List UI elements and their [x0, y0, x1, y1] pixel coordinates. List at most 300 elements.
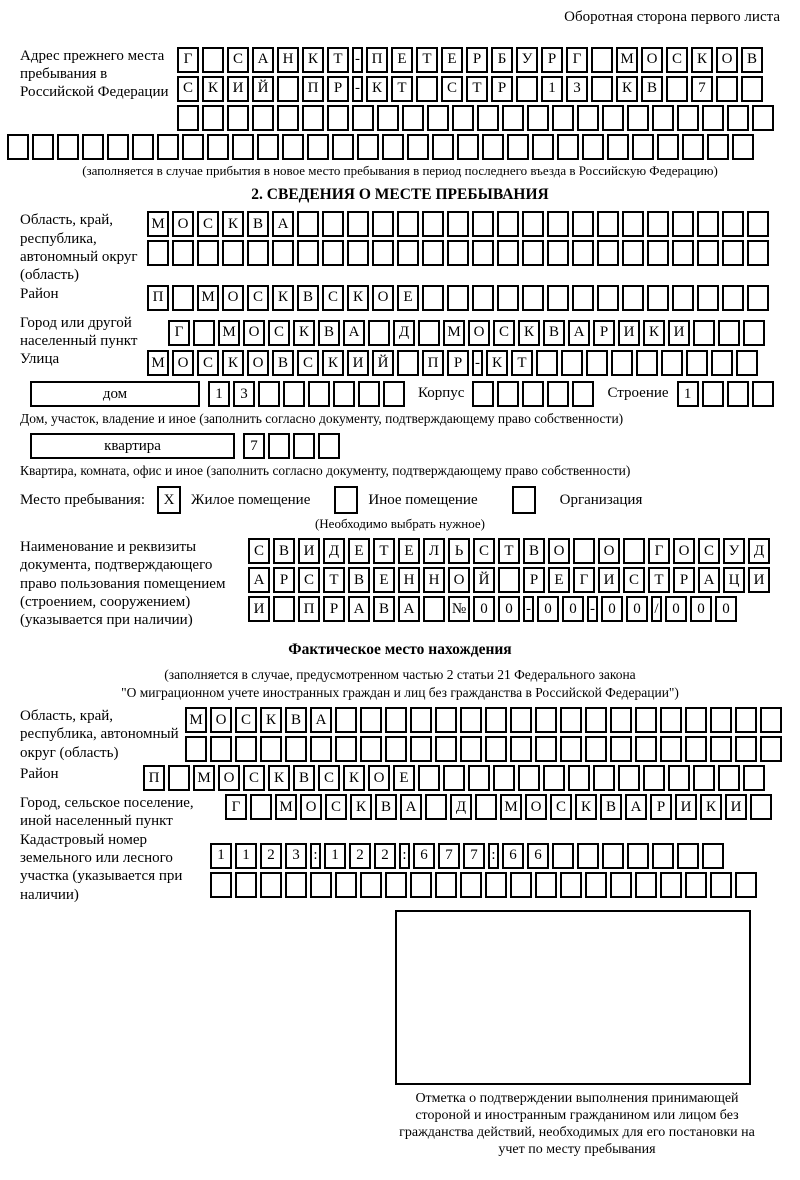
form-cell[interactable] [735, 872, 757, 898]
form-cell[interactable]: В [641, 76, 663, 102]
form-cell[interactable]: В [600, 794, 622, 820]
form-cell[interactable] [697, 240, 719, 266]
form-cell[interactable] [335, 872, 357, 898]
form-cell[interactable]: И [227, 76, 249, 102]
form-cell[interactable]: М [443, 320, 465, 346]
form-cell[interactable]: В [348, 567, 370, 593]
form-cell[interactable]: О [716, 47, 738, 73]
form-cell[interactable] [472, 285, 494, 311]
form-cell[interactable] [547, 285, 569, 311]
form-cell[interactable] [285, 736, 307, 762]
form-cell[interactable]: А [400, 794, 422, 820]
form-cell[interactable]: Г [168, 320, 190, 346]
form-cell[interactable] [677, 105, 699, 131]
form-cell[interactable]: 0 [715, 596, 737, 622]
form-cell[interactable]: Г [573, 567, 595, 593]
form-cell[interactable] [516, 76, 538, 102]
form-cell[interactable]: Т [648, 567, 670, 593]
form-cell[interactable] [602, 105, 624, 131]
form-cell[interactable]: Й [473, 567, 495, 593]
form-cell[interactable]: Д [748, 538, 770, 564]
form-cell[interactable]: С [243, 765, 265, 791]
form-cell[interactable]: О [243, 320, 265, 346]
form-cell[interactable]: М [193, 765, 215, 791]
form-cell[interactable] [535, 872, 557, 898]
form-cell[interactable]: 3 [566, 76, 588, 102]
form-cell[interactable] [760, 736, 782, 762]
form-cell[interactable] [547, 381, 569, 407]
form-cell[interactable] [277, 76, 299, 102]
form-cell[interactable]: К [322, 350, 344, 376]
form-cell[interactable]: С [297, 350, 319, 376]
form-cell[interactable]: К [202, 76, 224, 102]
form-cell[interactable]: Т [323, 567, 345, 593]
form-cell[interactable]: : [488, 843, 499, 869]
form-cell[interactable] [660, 872, 682, 898]
form-cell[interactable] [477, 105, 499, 131]
form-cell[interactable]: Р [466, 47, 488, 73]
form-cell[interactable] [718, 765, 740, 791]
form-cell[interactable] [307, 134, 329, 160]
form-cell[interactable] [560, 707, 582, 733]
form-cell[interactable]: Д [393, 320, 415, 346]
form-cell[interactable] [585, 872, 607, 898]
form-cell[interactable] [610, 872, 632, 898]
form-cell[interactable] [672, 285, 694, 311]
form-cell[interactable]: 2 [349, 843, 371, 869]
form-cell[interactable] [535, 707, 557, 733]
form-cell[interactable]: С [318, 765, 340, 791]
form-cell[interactable] [573, 538, 595, 564]
form-cell[interactable]: О [468, 320, 490, 346]
form-cell[interactable]: Д [323, 538, 345, 564]
form-cell[interactable]: Е [398, 538, 420, 564]
form-cell[interactable]: - [352, 47, 363, 73]
form-cell[interactable] [727, 105, 749, 131]
form-cell[interactable] [360, 872, 382, 898]
form-cell[interactable] [572, 285, 594, 311]
form-cell[interactable] [561, 350, 583, 376]
form-cell[interactable]: О [448, 567, 470, 593]
form-cell[interactable] [310, 736, 332, 762]
form-cell[interactable] [535, 736, 557, 762]
form-cell[interactable] [418, 320, 440, 346]
form-cell[interactable] [582, 134, 604, 160]
form-cell[interactable] [177, 105, 199, 131]
form-cell[interactable]: А [272, 211, 294, 237]
form-cell[interactable] [547, 240, 569, 266]
form-cell[interactable] [510, 707, 532, 733]
form-cell[interactable] [147, 240, 169, 266]
form-cell[interactable] [572, 211, 594, 237]
form-cell[interactable]: М [147, 211, 169, 237]
form-cell[interactable] [250, 794, 272, 820]
form-cell[interactable]: 0 [473, 596, 495, 622]
form-cell[interactable] [422, 211, 444, 237]
form-cell[interactable]: С [322, 285, 344, 311]
form-cell[interactable]: К [486, 350, 508, 376]
form-cell[interactable] [107, 134, 129, 160]
form-cell[interactable] [622, 240, 644, 266]
form-cell[interactable] [322, 211, 344, 237]
form-cell[interactable] [618, 765, 640, 791]
form-cell[interactable] [210, 736, 232, 762]
form-cell[interactable] [643, 765, 665, 791]
form-cell[interactable]: С [298, 567, 320, 593]
form-cell[interactable]: О [172, 350, 194, 376]
form-cell[interactable]: В [543, 320, 565, 346]
form-cell[interactable]: С [325, 794, 347, 820]
form-cell[interactable]: К [366, 76, 388, 102]
form-cell[interactable]: И [725, 794, 747, 820]
form-cell[interactable] [627, 843, 649, 869]
form-cell[interactable] [7, 134, 29, 160]
form-cell[interactable] [702, 843, 724, 869]
form-cell[interactable]: В [523, 538, 545, 564]
form-cell[interactable] [422, 240, 444, 266]
form-cell[interactable]: О [598, 538, 620, 564]
form-cell[interactable]: Л [423, 538, 445, 564]
form-cell[interactable] [735, 736, 757, 762]
form-cell[interactable] [235, 736, 257, 762]
form-cell[interactable]: Т [416, 47, 438, 73]
form-cell[interactable] [597, 285, 619, 311]
form-cell[interactable] [577, 105, 599, 131]
form-cell[interactable] [647, 211, 669, 237]
form-cell[interactable] [743, 765, 765, 791]
form-cell[interactable]: Ь [448, 538, 470, 564]
form-cell[interactable] [752, 381, 774, 407]
form-cell[interactable]: 1 [541, 76, 563, 102]
form-cell[interactable]: С [666, 47, 688, 73]
form-cell[interactable] [397, 240, 419, 266]
form-cell[interactable] [352, 105, 374, 131]
form-cell[interactable]: 6 [413, 843, 435, 869]
form-cell[interactable] [247, 240, 269, 266]
form-cell[interactable]: Ц [723, 567, 745, 593]
form-cell[interactable] [510, 872, 532, 898]
form-cell[interactable]: К [575, 794, 597, 820]
form-cell[interactable]: К [260, 707, 282, 733]
form-cell[interactable] [635, 736, 657, 762]
form-cell[interactable] [647, 285, 669, 311]
form-cell[interactable]: Т [327, 47, 349, 73]
form-cell[interactable]: О [218, 765, 240, 791]
form-cell[interactable] [347, 240, 369, 266]
form-cell[interactable] [693, 320, 715, 346]
form-cell[interactable]: : [399, 843, 410, 869]
form-cell[interactable] [260, 736, 282, 762]
form-cell[interactable]: И [298, 538, 320, 564]
form-cell[interactable]: И [675, 794, 697, 820]
form-cell[interactable] [372, 211, 394, 237]
form-cell[interactable] [560, 872, 582, 898]
form-cell[interactable] [668, 765, 690, 791]
form-cell[interactable]: Т [373, 538, 395, 564]
form-cell[interactable]: Р [323, 596, 345, 622]
form-cell[interactable] [568, 765, 590, 791]
form-cell[interactable]: С [248, 538, 270, 564]
form-cell[interactable]: С [550, 794, 572, 820]
form-cell[interactable] [532, 134, 554, 160]
checkbox-organization[interactable] [512, 486, 536, 514]
form-cell[interactable]: С [177, 76, 199, 102]
form-cell[interactable]: 2 [260, 843, 282, 869]
form-cell[interactable] [607, 134, 629, 160]
form-cell[interactable]: А [343, 320, 365, 346]
form-cell[interactable]: М [500, 794, 522, 820]
form-cell[interactable]: П [143, 765, 165, 791]
form-cell[interactable]: С [197, 211, 219, 237]
form-cell[interactable] [57, 134, 79, 160]
form-cell[interactable]: 1 [210, 843, 232, 869]
form-cell[interactable] [435, 872, 457, 898]
form-cell[interactable] [710, 736, 732, 762]
form-cell[interactable]: О [172, 211, 194, 237]
form-cell[interactable] [672, 211, 694, 237]
form-cell[interactable] [682, 134, 704, 160]
form-cell[interactable] [318, 433, 340, 459]
form-cell[interactable] [168, 765, 190, 791]
form-cell[interactable]: - [523, 596, 534, 622]
form-cell[interactable] [32, 134, 54, 160]
form-cell[interactable]: К [222, 350, 244, 376]
form-cell[interactable] [383, 381, 405, 407]
form-cell[interactable] [747, 240, 769, 266]
form-cell[interactable] [560, 736, 582, 762]
form-cell[interactable]: 0 [665, 596, 687, 622]
form-cell[interactable]: В [297, 285, 319, 311]
form-cell[interactable] [227, 105, 249, 131]
form-cell[interactable] [310, 872, 332, 898]
form-cell[interactable] [358, 381, 380, 407]
form-cell[interactable]: К [643, 320, 665, 346]
form-cell[interactable]: Н [398, 567, 420, 593]
form-cell[interactable]: Й [252, 76, 274, 102]
form-cell[interactable] [385, 872, 407, 898]
form-cell[interactable] [686, 350, 708, 376]
form-cell[interactable] [685, 736, 707, 762]
form-cell[interactable]: Г [225, 794, 247, 820]
form-cell[interactable]: Р [491, 76, 513, 102]
form-cell[interactable]: Р [650, 794, 672, 820]
form-cell[interactable]: 6 [527, 843, 549, 869]
form-cell[interactable] [661, 350, 683, 376]
form-cell[interactable] [185, 736, 207, 762]
form-cell[interactable] [597, 240, 619, 266]
form-cell[interactable]: О [368, 765, 390, 791]
form-cell[interactable]: А [248, 567, 270, 593]
form-cell[interactable]: 0 [626, 596, 648, 622]
form-cell[interactable]: М [147, 350, 169, 376]
form-cell[interactable] [518, 765, 540, 791]
form-cell[interactable] [593, 765, 615, 791]
form-cell[interactable]: Й [372, 350, 394, 376]
form-cell[interactable] [447, 285, 469, 311]
form-cell[interactable] [635, 872, 657, 898]
form-cell[interactable] [172, 240, 194, 266]
form-cell[interactable]: О [222, 285, 244, 311]
form-cell[interactable]: К [691, 47, 713, 73]
form-cell[interactable]: Е [391, 47, 413, 73]
form-cell[interactable]: Р [273, 567, 295, 593]
form-cell[interactable] [416, 76, 438, 102]
form-cell[interactable]: А [348, 596, 370, 622]
form-cell[interactable] [333, 381, 355, 407]
form-cell[interactable] [697, 211, 719, 237]
form-cell[interactable]: С [493, 320, 515, 346]
form-cell[interactable]: К [222, 211, 244, 237]
form-cell[interactable]: Р [447, 350, 469, 376]
form-cell[interactable]: А [310, 707, 332, 733]
form-cell[interactable]: Е [348, 538, 370, 564]
form-cell[interactable] [707, 134, 729, 160]
form-cell[interactable] [402, 105, 424, 131]
form-cell[interactable]: В [247, 211, 269, 237]
form-cell[interactable] [572, 240, 594, 266]
form-cell[interactable]: К [272, 285, 294, 311]
form-cell[interactable] [657, 134, 679, 160]
form-cell[interactable] [522, 381, 544, 407]
form-cell[interactable]: П [422, 350, 444, 376]
form-cell[interactable] [397, 211, 419, 237]
form-cell[interactable] [258, 381, 280, 407]
form-cell[interactable]: К [518, 320, 540, 346]
form-cell[interactable] [716, 76, 738, 102]
form-cell[interactable] [285, 872, 307, 898]
form-cell[interactable] [357, 134, 379, 160]
form-cell[interactable] [132, 134, 154, 160]
form-cell[interactable] [722, 240, 744, 266]
apartment-type-box[interactable] [30, 433, 235, 459]
form-cell[interactable]: М [218, 320, 240, 346]
form-cell[interactable] [397, 350, 419, 376]
form-cell[interactable] [427, 105, 449, 131]
form-cell[interactable] [422, 285, 444, 311]
form-cell[interactable] [407, 134, 429, 160]
form-cell[interactable] [660, 707, 682, 733]
form-cell[interactable]: С [268, 320, 290, 346]
form-cell[interactable]: В [285, 707, 307, 733]
form-cell[interactable]: Е [373, 567, 395, 593]
form-cell[interactable] [327, 105, 349, 131]
form-cell[interactable] [547, 211, 569, 237]
form-cell[interactable] [460, 872, 482, 898]
form-cell[interactable]: С [698, 538, 720, 564]
form-cell[interactable] [622, 211, 644, 237]
form-cell[interactable] [197, 240, 219, 266]
form-cell[interactable] [702, 381, 724, 407]
form-cell[interactable]: П [366, 47, 388, 73]
form-cell[interactable] [507, 134, 529, 160]
form-cell[interactable] [222, 240, 244, 266]
form-cell[interactable] [752, 105, 774, 131]
form-cell[interactable] [623, 538, 645, 564]
form-cell[interactable]: О [525, 794, 547, 820]
form-cell[interactable] [202, 105, 224, 131]
form-cell[interactable] [435, 736, 457, 762]
form-cell[interactable] [360, 707, 382, 733]
form-cell[interactable] [693, 765, 715, 791]
form-cell[interactable] [685, 872, 707, 898]
form-cell[interactable]: А [625, 794, 647, 820]
form-cell[interactable]: Т [498, 538, 520, 564]
form-cell[interactable] [572, 381, 594, 407]
form-cell[interactable]: Р [673, 567, 695, 593]
form-cell[interactable] [632, 134, 654, 160]
form-cell[interactable] [273, 596, 295, 622]
form-cell[interactable] [447, 240, 469, 266]
form-cell[interactable]: Е [441, 47, 463, 73]
form-cell[interactable] [268, 433, 290, 459]
form-cell[interactable] [591, 47, 613, 73]
form-cell[interactable] [232, 134, 254, 160]
form-cell[interactable]: О [641, 47, 663, 73]
form-cell[interactable] [335, 736, 357, 762]
form-cell[interactable]: / [651, 596, 662, 622]
form-cell[interactable] [747, 285, 769, 311]
form-cell[interactable] [182, 134, 204, 160]
form-cell[interactable]: Е [393, 765, 415, 791]
form-cell[interactable] [510, 736, 532, 762]
form-cell[interactable] [257, 134, 279, 160]
form-cell[interactable] [685, 707, 707, 733]
form-cell[interactable] [283, 381, 305, 407]
form-cell[interactable]: С [473, 538, 495, 564]
form-cell[interactable]: С [623, 567, 645, 593]
form-cell[interactable]: И [748, 567, 770, 593]
form-cell[interactable] [727, 381, 749, 407]
form-cell[interactable]: Т [511, 350, 533, 376]
form-cell[interactable] [472, 240, 494, 266]
form-cell[interactable]: С [197, 350, 219, 376]
form-cell[interactable] [741, 76, 763, 102]
form-cell[interactable]: Е [397, 285, 419, 311]
form-cell[interactable] [457, 134, 479, 160]
form-cell[interactable] [498, 567, 520, 593]
form-cell[interactable] [597, 211, 619, 237]
form-cell[interactable]: У [516, 47, 538, 73]
form-cell[interactable] [452, 105, 474, 131]
form-cell[interactable]: К [268, 765, 290, 791]
form-cell[interactable]: 7 [243, 433, 265, 459]
form-cell[interactable]: В [293, 765, 315, 791]
checkbox-residential[interactable]: X [157, 486, 181, 514]
form-cell[interactable]: О [300, 794, 322, 820]
form-cell[interactable] [760, 707, 782, 733]
form-cell[interactable] [282, 134, 304, 160]
form-cell[interactable]: К [302, 47, 324, 73]
form-cell[interactable]: 6 [502, 843, 524, 869]
form-cell[interactable]: О [548, 538, 570, 564]
form-cell[interactable]: М [197, 285, 219, 311]
form-cell[interactable] [460, 736, 482, 762]
form-cell[interactable] [297, 240, 319, 266]
form-cell[interactable] [475, 794, 497, 820]
form-cell[interactable] [652, 105, 674, 131]
form-cell[interactable]: 1 [235, 843, 257, 869]
form-cell[interactable]: 7 [438, 843, 460, 869]
form-cell[interactable]: А [568, 320, 590, 346]
form-cell[interactable] [627, 105, 649, 131]
form-cell[interactable] [497, 381, 519, 407]
form-cell[interactable] [497, 285, 519, 311]
form-cell[interactable] [410, 872, 432, 898]
form-cell[interactable] [747, 211, 769, 237]
form-cell[interactable] [347, 211, 369, 237]
form-cell[interactable]: Р [541, 47, 563, 73]
form-cell[interactable]: Е [548, 567, 570, 593]
